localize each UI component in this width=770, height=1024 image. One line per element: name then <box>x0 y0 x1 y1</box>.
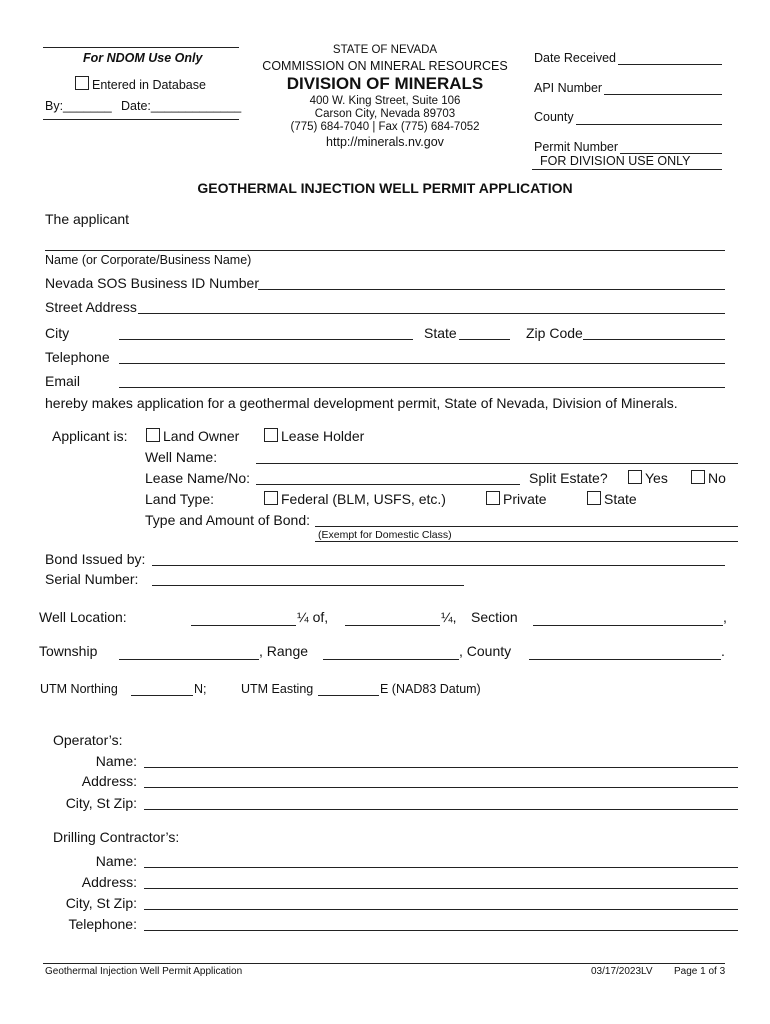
range-field[interactable] <box>323 659 459 660</box>
driller-city-field[interactable] <box>144 909 738 910</box>
utm-easting-label: UTM Easting <box>241 682 314 696</box>
quarter-label: ¼, <box>441 609 457 625</box>
telephone-label: Telephone <box>45 349 110 365</box>
date-received-label: Date Received <box>534 51 616 65</box>
application-statement: hereby makes application for a geothermal development permit, State of Nevada, Division of Minerals. <box>45 395 678 411</box>
bond-type-label: Type and Amount of Bond: <box>145 512 311 528</box>
sos-id-label: Nevada SOS Business ID Number <box>45 275 259 291</box>
form-title: GEOTHERMAL INJECTION WELL PERMIT APPLICATION <box>197 180 573 196</box>
split-estate-no-label: No <box>708 470 726 486</box>
lease-name-label: Lease Name/No: <box>145 470 251 486</box>
ndom-date-field[interactable]: Date:_____________ <box>121 99 242 113</box>
footer-rule <box>43 963 725 964</box>
split-estate-yes-checkbox[interactable] <box>628 470 642 484</box>
ndom-box-bottom-rule <box>43 119 239 120</box>
serial-number-field[interactable] <box>152 585 464 586</box>
city-field[interactable] <box>119 339 413 340</box>
location-county-field[interactable] <box>529 659 721 660</box>
county-label: County <box>534 110 574 124</box>
api-number-field[interactable] <box>604 94 722 95</box>
split-estate-label: Split Estate? <box>529 470 608 486</box>
utm-northing-label: UTM Northing <box>40 682 118 696</box>
driller-address-field[interactable] <box>144 888 738 889</box>
state-label: State <box>424 325 457 341</box>
street-address-label: Street Address <box>45 299 137 315</box>
ndom-box-top-rule <box>43 47 239 48</box>
footer-revision: 03/17/2023LV <box>591 966 653 977</box>
lease-holder-label: Lease Holder <box>281 428 365 444</box>
entered-in-database-label: Entered in Database <box>92 78 206 92</box>
applicant-name-field[interactable] <box>45 250 725 251</box>
agency-website: http://minerals.nv.gov <box>326 135 444 149</box>
agency-division: DIVISION OF MINERALS <box>286 74 484 93</box>
private-label: Private <box>503 491 547 507</box>
operator-address-field[interactable] <box>144 787 738 788</box>
permit-number-label: Permit Number <box>534 140 619 154</box>
federal-label: Federal (BLM, USFS, etc.) <box>281 491 446 507</box>
section-field[interactable] <box>533 625 723 626</box>
driller-name-label: Name: <box>95 853 137 869</box>
driller-telephone-field[interactable] <box>144 930 738 931</box>
footer-page-number: Page 1 of 3 <box>674 966 726 977</box>
agency-commission: COMMISSION ON MINERAL RESOURCES <box>262 59 508 73</box>
email-label: Email <box>45 373 81 389</box>
driller-city-label: City, St Zip: <box>65 895 137 911</box>
applicant-intro: The applicant <box>45 211 130 227</box>
land-type-label: Land Type: <box>145 491 215 507</box>
state-land-label: State <box>604 491 637 507</box>
township-label: Township <box>39 643 98 659</box>
zip-code-field[interactable] <box>583 339 725 340</box>
footer-form-name: Geothermal Injection Well Permit Application <box>45 966 243 977</box>
split-estate-yes-label: Yes <box>645 470 668 486</box>
operator-city-field[interactable] <box>144 809 738 810</box>
quarter-quarter-field[interactable] <box>191 625 296 626</box>
telephone-field[interactable] <box>119 363 725 364</box>
utm-easting-field[interactable] <box>318 695 379 696</box>
agency-state: STATE OF NEVADA <box>332 44 438 56</box>
well-name-field[interactable] <box>256 463 738 464</box>
lease-holder-checkbox[interactable] <box>264 428 278 442</box>
applicant-is-label: Applicant is: <box>52 428 128 444</box>
well-location-label: Well Location: <box>39 609 127 625</box>
ndom-by-field[interactable]: By:_______ <box>45 99 112 113</box>
quarter-field[interactable] <box>345 625 440 626</box>
street-address-field[interactable] <box>138 313 725 314</box>
agency-address-line2: Carson City, Nevada 89703 <box>314 108 456 120</box>
quarter-of-label: ¼ of, <box>297 609 329 625</box>
section-comma: , <box>723 609 727 625</box>
entered-in-database-checkbox[interactable] <box>75 76 89 90</box>
split-estate-no-checkbox[interactable] <box>691 470 705 484</box>
division-use-only-label: FOR DIVISION USE ONLY <box>540 154 691 168</box>
location-county-label: , County <box>459 643 512 659</box>
utm-northing-field[interactable] <box>131 695 193 696</box>
state-field[interactable] <box>459 339 510 340</box>
office-use-box <box>532 47 722 170</box>
driller-telephone-label: Telephone: <box>68 916 137 932</box>
section-label: Section <box>471 609 518 625</box>
utm-easting-unit: E (NAD83 Datum) <box>380 682 481 696</box>
driller-name-field[interactable] <box>144 867 738 868</box>
operator-name-field[interactable] <box>144 767 738 768</box>
exempt-note: (Exempt for Domestic Class) <box>318 529 452 541</box>
operator-header: Operator’s: <box>53 732 123 748</box>
county-field[interactable] <box>576 124 722 125</box>
lease-name-field[interactable] <box>256 484 520 485</box>
well-name-label: Well Name: <box>145 449 218 465</box>
utm-northing-unit: N; <box>194 682 207 696</box>
bond-type-field[interactable] <box>315 526 738 527</box>
zip-code-label: Zip Code <box>526 325 583 341</box>
state-land-checkbox[interactable] <box>587 491 601 505</box>
city-label: City <box>45 325 70 341</box>
operator-address-label: Address: <box>81 773 137 789</box>
bond-issued-by-field[interactable] <box>152 565 725 566</box>
ndom-box-title: For NDOM Use Only <box>83 51 203 65</box>
ndom-use-box <box>43 47 242 121</box>
serial-number-label: Serial Number: <box>45 571 139 587</box>
driller-header: Drilling Contractor’s: <box>53 829 180 845</box>
county-period: . <box>721 643 725 659</box>
federal-checkbox[interactable] <box>264 491 278 505</box>
land-owner-label: Land Owner <box>163 428 240 444</box>
office-box-bottom-rule <box>532 169 722 170</box>
exempt-note-rule <box>315 541 738 542</box>
township-field[interactable] <box>119 659 259 660</box>
private-checkbox[interactable] <box>486 491 500 505</box>
agency-address-line1: 400 W. King Street, Suite 106 <box>309 95 461 107</box>
range-label: , Range <box>259 643 309 659</box>
email-field[interactable] <box>119 387 725 388</box>
land-owner-checkbox[interactable] <box>146 428 160 442</box>
date-received-field[interactable] <box>618 64 722 65</box>
operator-name-label: Name: <box>95 753 137 769</box>
sos-id-field[interactable] <box>258 289 725 290</box>
applicant-name-caption: Name (or Corporate/Business Name) <box>45 253 252 267</box>
operator-city-label: City, St Zip: <box>65 795 137 811</box>
agency-phone-fax: (775) 684-7040 | Fax (775) 684-7052 <box>290 121 480 133</box>
driller-address-label: Address: <box>81 874 137 890</box>
bond-issued-by-label: Bond Issued by: <box>45 551 146 567</box>
api-number-label: API Number <box>534 81 603 95</box>
